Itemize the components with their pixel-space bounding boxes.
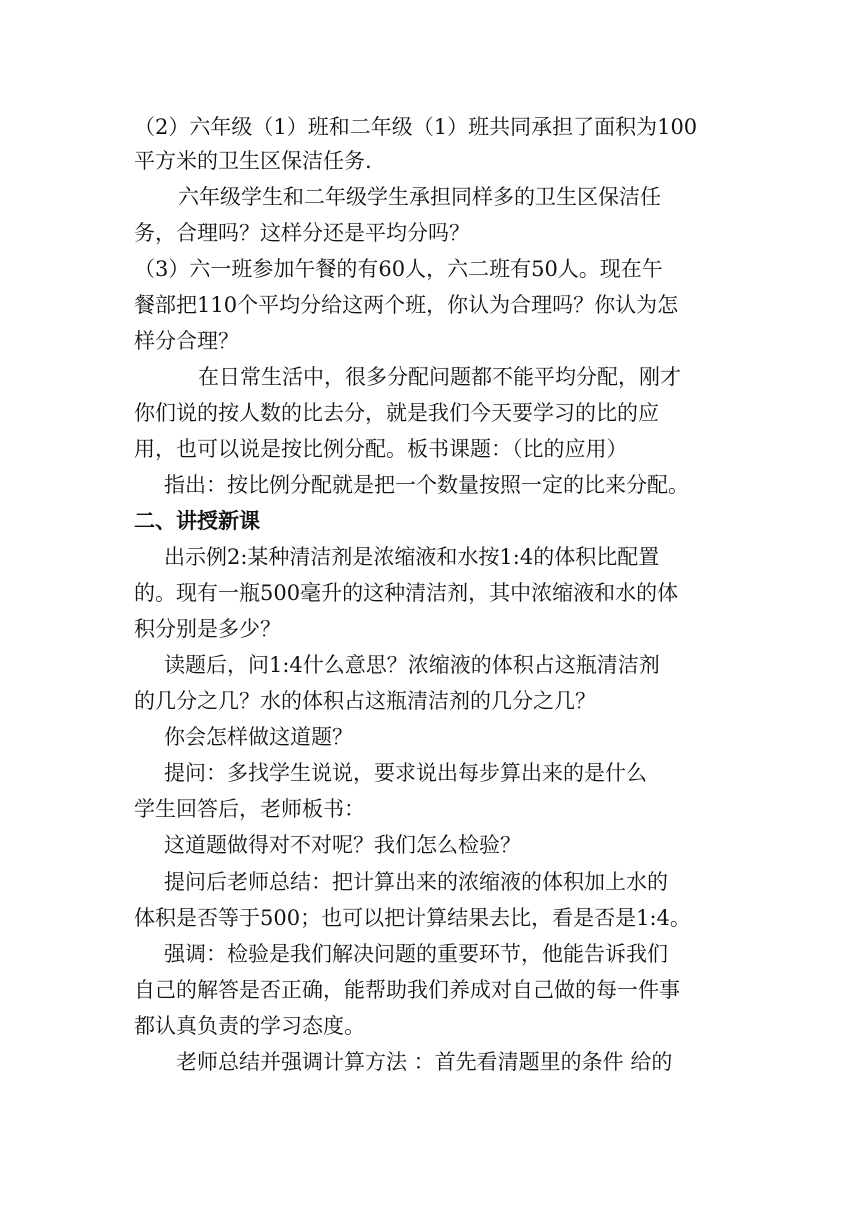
text-line: 提问：多找学生说说，要求说出每步算出来的是什么	[164, 761, 647, 785]
text-line: 自己的解答是否正确，能帮助我们养成对自己做的每一件事	[134, 978, 680, 1002]
text-line: 六年级学生和二年级学生承担同样多的卫生区保洁任	[178, 185, 661, 209]
text-line: 平方米的卫生区保洁任务.	[134, 149, 372, 173]
text-line: 积分别是多少？	[134, 617, 281, 641]
text-line: 读题后，问1:4什么意思？浓缩液的体积占这瓶清洁剂	[164, 653, 660, 677]
text-line: 提问后老师总结：把计算出来的浓缩液的体积加上水的	[164, 870, 668, 894]
text-line: 这道题做得对不对呢？我们怎么检验？	[164, 833, 521, 857]
text-line: 出示例2:某种清洁剂是浓缩液和水按1:4的体积比配置	[164, 545, 660, 569]
text-line: （2）六年级（1）班和二年级（1）班共同承担了面积为100	[134, 115, 698, 139]
text-line: 的几分之几？水的体积占这瓶清洁剂的几分之几？	[134, 689, 596, 713]
text-line: 样分合理？	[134, 329, 239, 353]
text-line: 务，合理吗？这样分还是平均分吗？	[134, 221, 470, 245]
text-line: 用，也可以说是按比例分配。板书课题：（比的应用）	[134, 437, 628, 461]
text-line: （3）六一班参加午餐的有60人，六二班有50人。现在午	[134, 257, 663, 281]
text-line: 你们说的按人数的比去分，就是我们今天要学习的比的应	[134, 401, 659, 425]
section-heading: 二、讲授新课	[134, 509, 260, 533]
text-line: 强调：检验是我们解决问题的重要环节，他能告诉我们	[164, 942, 668, 966]
text-line: 老师总结并强调计算方法 ：首先看清题里的条件 给的	[176, 1050, 673, 1074]
text-line: 指出：按比例分配就是把一个数量按照一定的比来分配。	[164, 473, 689, 497]
text-line: 的。现有一瓶500毫升的这种清洁剂，其中浓缩液和水的体	[134, 581, 679, 605]
text-line: 餐部把110个平均分给这两个班，你认为合理吗？你认为怎	[134, 293, 679, 317]
text-line: 学生回答后，老师板书：	[134, 797, 365, 821]
text-line: 体积是否等于500；也可以把计算结果去比，看是否是1:4。	[134, 906, 691, 930]
text-line: 你会怎样做这道题？	[164, 725, 353, 749]
text-line: 都认真负责的学习态度。	[134, 1014, 365, 1038]
text-line: 在日常生活中，很多分配问题都不能平均分配，刚才	[198, 365, 681, 389]
